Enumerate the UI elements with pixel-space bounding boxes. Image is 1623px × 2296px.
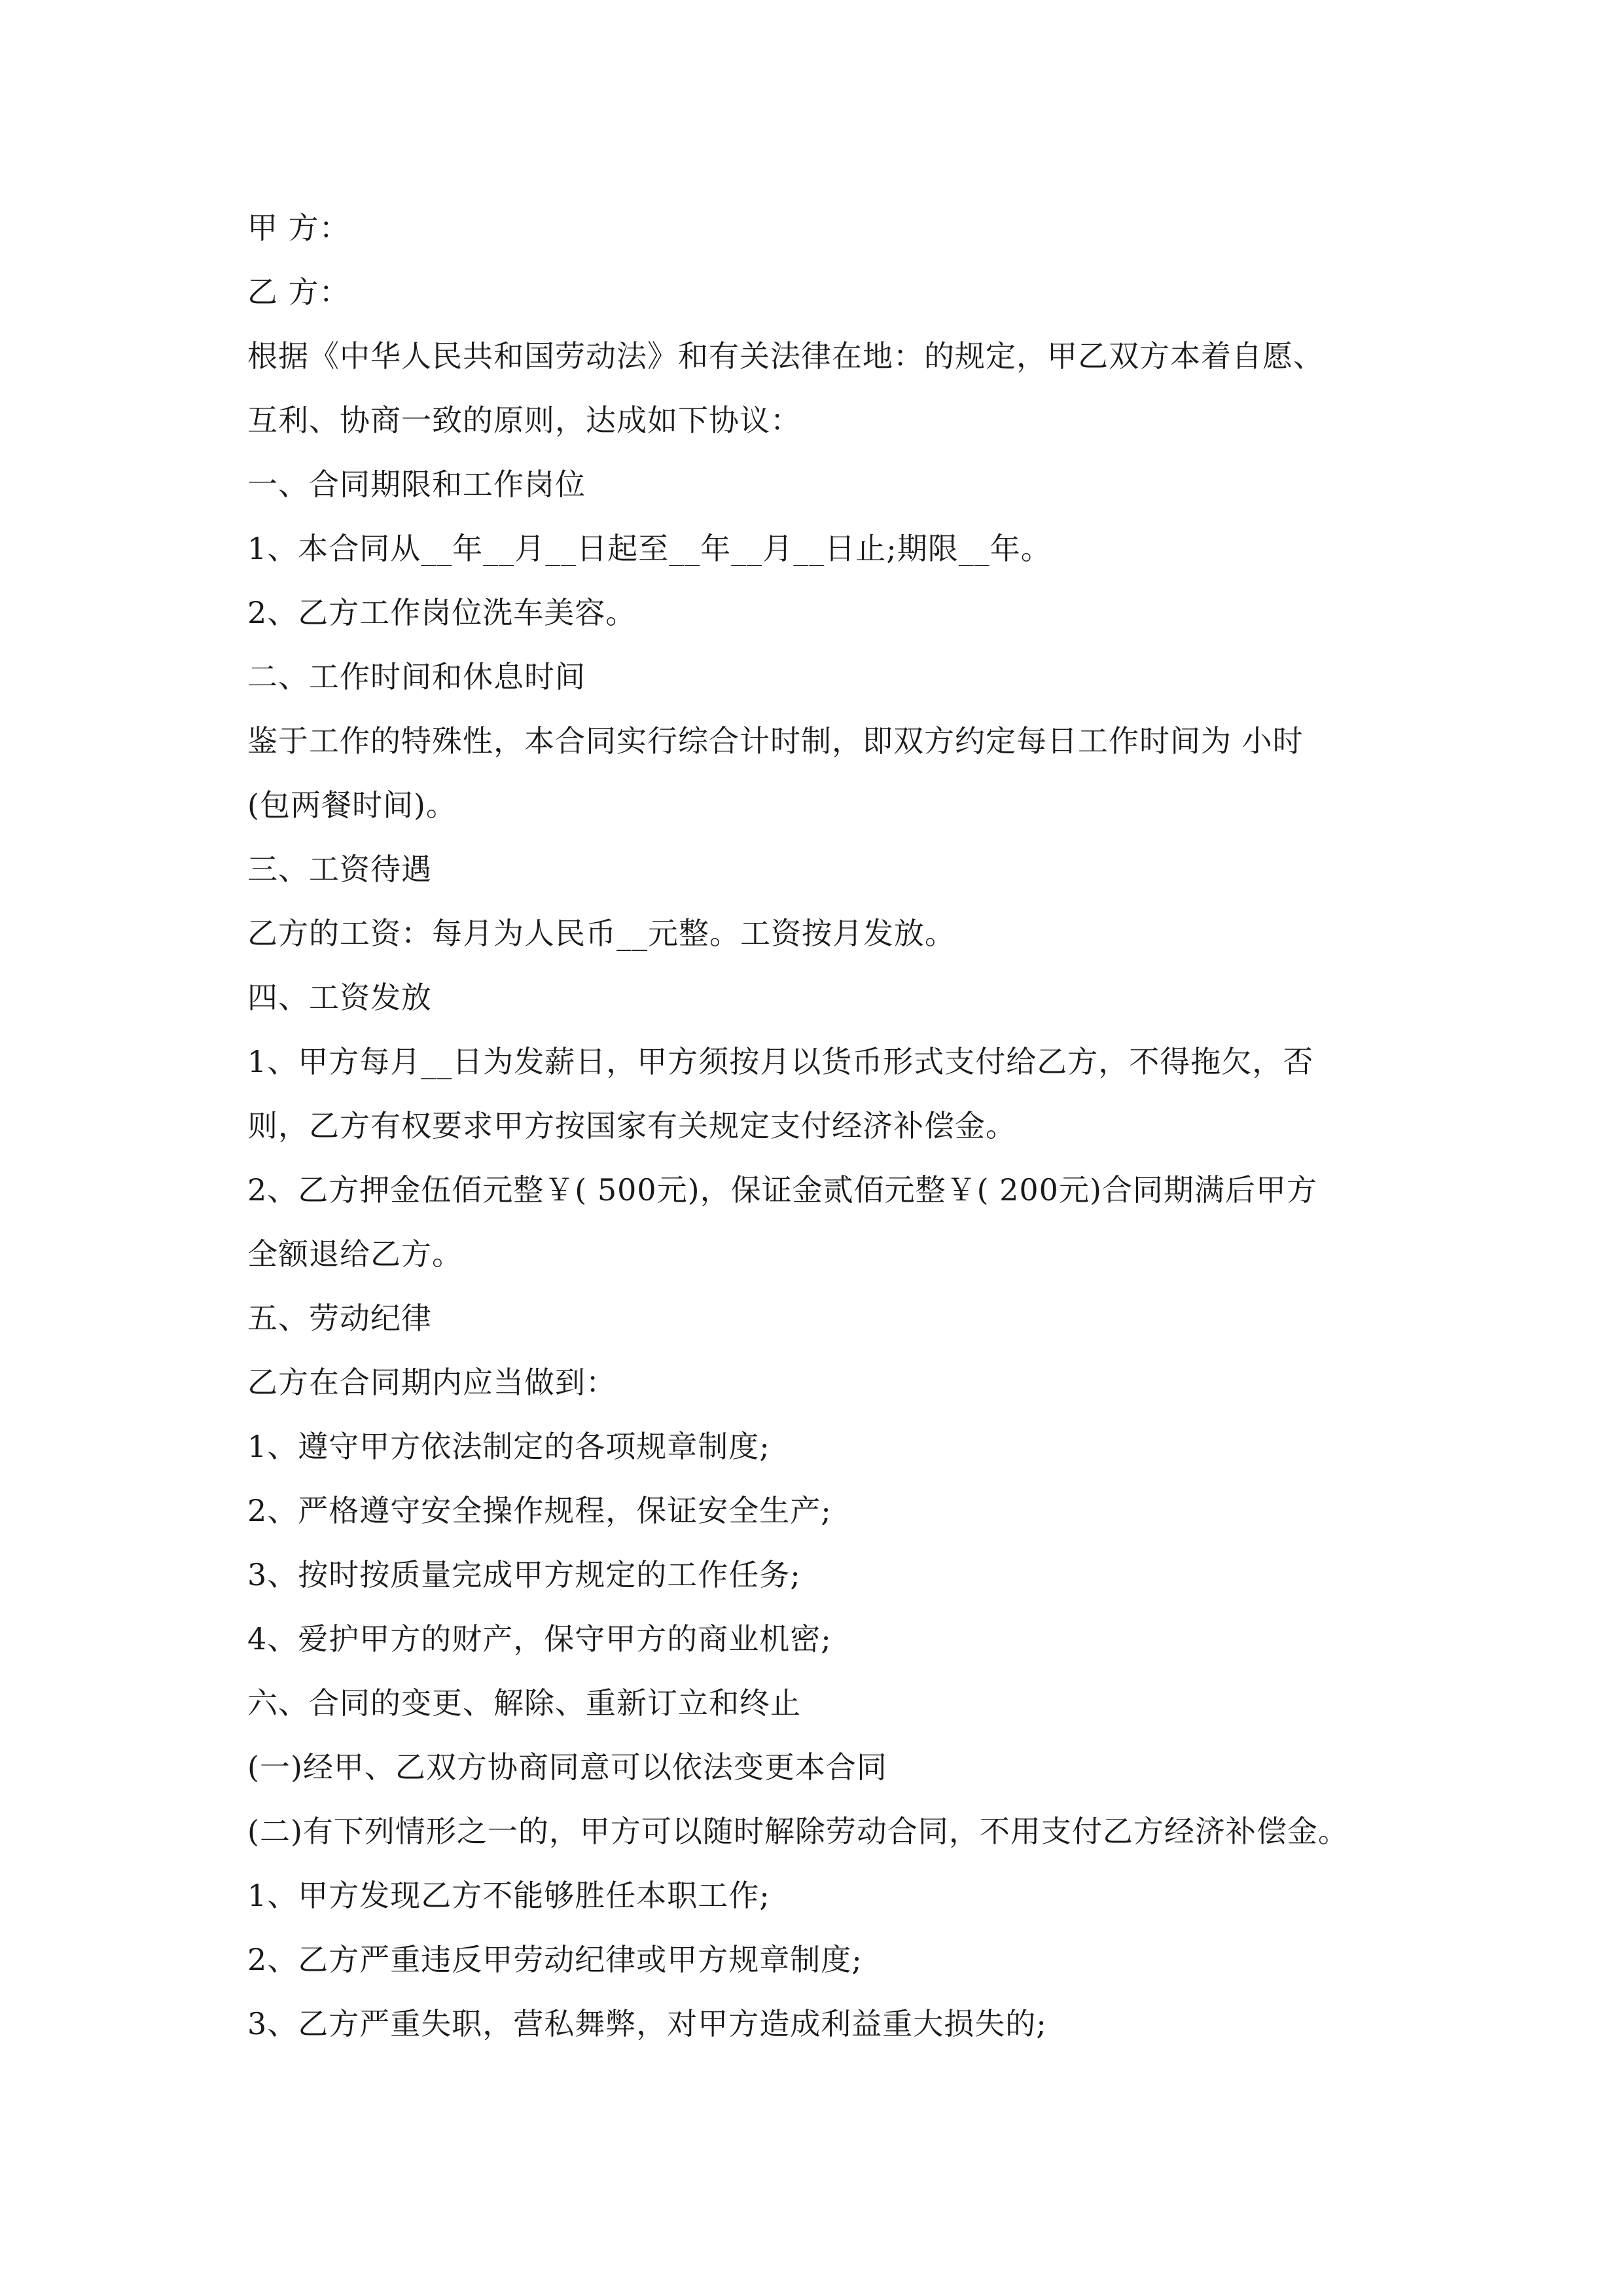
section-6-clause-1: (一)经甲、乙双方协商同意可以依法变更本合同 [247,1749,887,1785]
section-4-item-1-line-2: 则，乙方有权要求甲方按国家有关规定支付经济补偿金。 [247,1108,1016,1143]
section-4-heading: 四、工资发放 [247,980,432,1015]
section-2-text-1: 鉴于工作的特殊性，本合同实行综合计时制，即双方约定每日工作时间为 小时 [247,723,1304,759]
section-1-item-2: 2、乙方工作岗位洗车美容。 [247,595,637,630]
section-4-item-2-line-2: 全额退给乙方。 [247,1236,463,1272]
section-1-heading: 一、合同期限和工作岗位 [247,467,586,502]
section-5-item-2: 2、严格遵守安全操作规程，保证安全生产; [247,1493,832,1528]
section-4-item-1-line-1: 1、甲方每月__日为发薪日，甲方须按月以货币形式支付给乙方，不得拖欠，否 [247,1044,1314,1079]
section-2-heading: 二、工作时间和休息时间 [247,659,586,694]
section-5-intro: 乙方在合同期内应当做到： [247,1365,616,1400]
section-3-text: 乙方的工资：每月为人民币__元整。工资按月发放。 [247,916,955,951]
section-3-heading: 三、工资待遇 [247,852,432,887]
section-6-clause-2: (二)有下列情形之一的，甲方可以随时解除劳动合同，不用支付乙方经济补偿金。 [247,1814,1349,1849]
section-5-item-1: 1、遵守甲方依法制定的各项规章制度; [247,1429,770,1464]
party-b-line: 乙 方： [247,274,350,310]
preamble-line-2: 互利、协商一致的原则，达成如下协议： [247,403,801,438]
section-5-item-3: 3、按时按质量完成甲方规定的工作任务; [247,1557,801,1592]
preamble-line-1: 根据《中华人民共和国劳动法》和有关法律在地：的规定，甲乙双方本着自愿、 [247,338,1324,374]
party-a-line: 甲 方： [247,210,350,245]
section-5-item-4: 4、爱护甲方的财产，保守甲方的商业机密; [247,1621,832,1657]
section-6-item-1: 1、甲方发现乙方不能够胜任本职工作; [247,1878,770,1913]
section-4-item-2-line-1: 2、乙方押金伍佰元整￥( 500元)，保证金贰佰元整￥( 200元)合同期满后甲方 [247,1172,1317,1208]
section-1-item-1: 1、本合同从__年__月__日起至__年__月__日止;期限__年。 [247,531,1052,566]
section-6-item-3: 3、乙方严重失职，营私舞弊，对甲方造成利益重大损失的; [247,2006,1047,2041]
section-6-item-2: 2、乙方严重违反甲劳动纪律或甲方规章制度; [247,1942,863,1977]
section-2-text-2: (包两餐时间)。 [247,787,457,823]
section-5-heading: 五、劳动纪律 [247,1300,432,1336]
section-6-heading: 六、合同的变更、解除、重新订立和终止 [247,1685,801,1721]
